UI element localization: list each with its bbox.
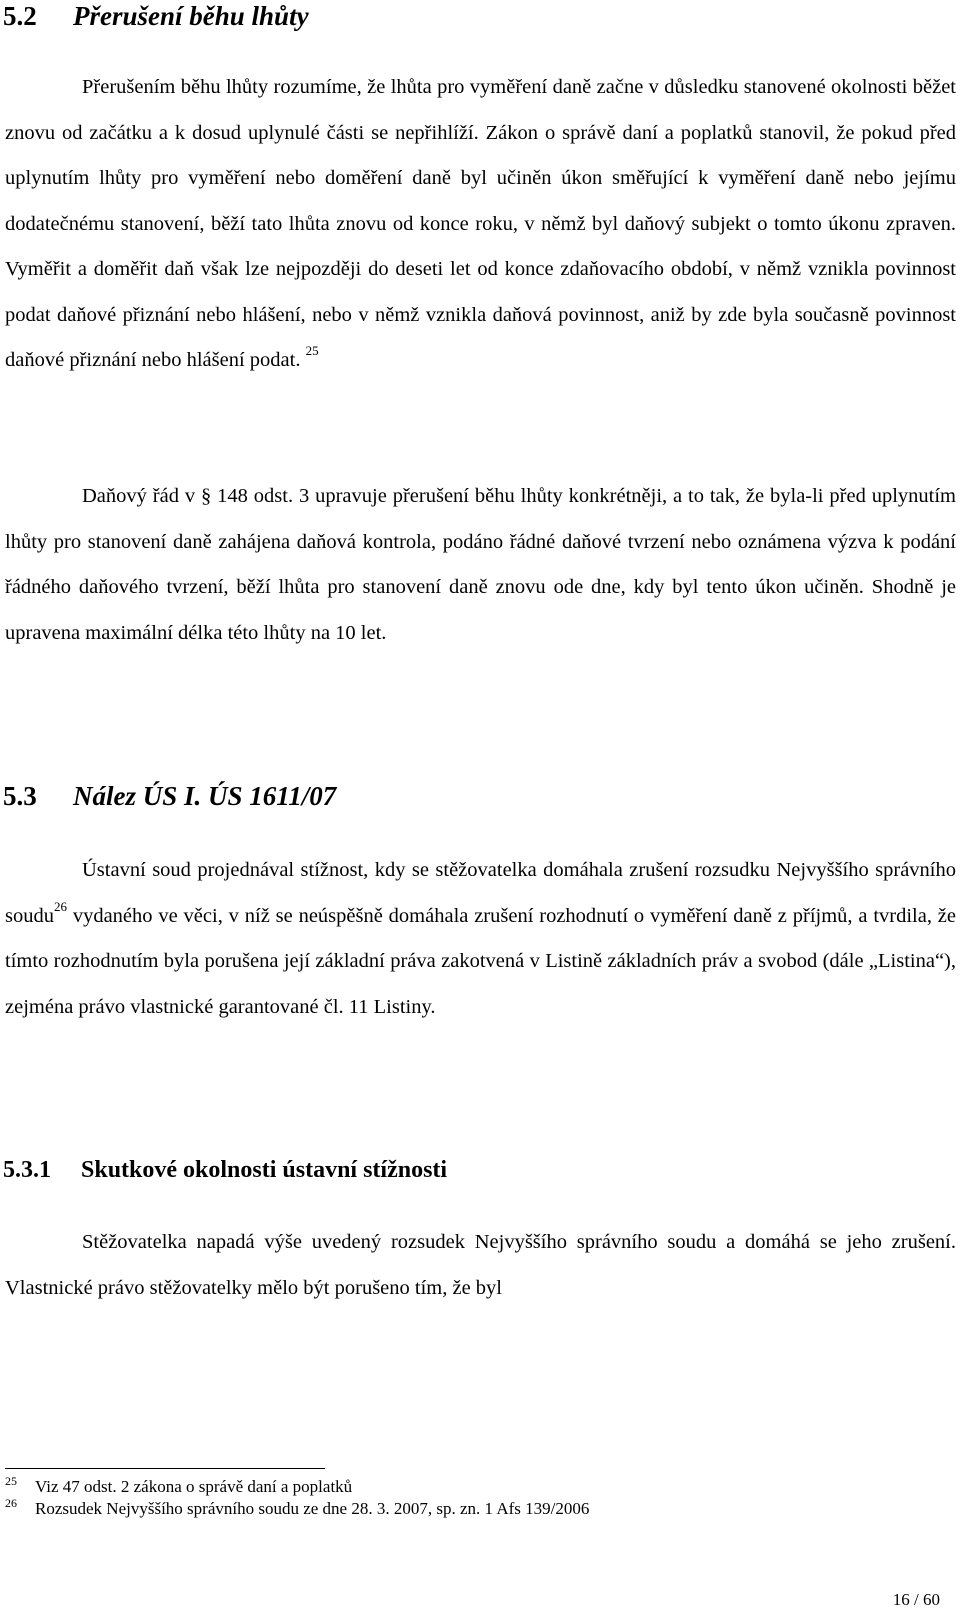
paragraph-text: Přerušením běhu lhůty rozumíme, že lhůta pro vyměření daně začne v důsledku stanovené okolnosti běžet znovu od začátku a k dosud uplynulé části se nepřihlíží. Zákon o správě daní a poplatků stanovil, že pokud před uplynutím lhůty pro vyměření nebo doměření daně byl učiněn úkon směřující k vyměření daně nebo jejímu dodatečnému stanovení, běží tato lhůta znovu od konce roku, v němž byl daňový subjekt o tomto úkonu zpraven. Vyměřit a doměřit daň však lze nejpozději do deseti let od konce zdaňovacího období, v němž vznikla povinnost podat daňové přiznání nebo hlášení, nebo v němž vznikla daňová povinnost, aniž by zde byla současně povinnost daňové přiznání nebo hlášení podat. [5,76,956,371]
section-number: 5.2 [3,1,37,31]
footnote-25: 25 Viz 47 odst. 2 zákona o správě daní a poplatků [5,1474,353,1496]
paragraph-text: Stěžovatelka napadá výše uvedený rozsudek Nejvyššího správního soudu a domáhá se jeho zrušení. Vlastnické právo stěžovatelky mělo být porušeno tím, že byl [5,1231,956,1299]
footnote-26: 26 Rozsudek Nejvyššího správního soudu ze dne 28. 3. 2007, sp. zn. 1 Afs 139/2006 [5,1496,590,1518]
section-number: 5.3 [3,781,37,811]
footnote-text: Viz 47 odst. 2 zákona o správě daní a poplatků [35,1477,353,1496]
page-number: 16 / 60 [892,1590,940,1609]
footnote-reference: 26 [53,898,67,914]
paragraph-text-continued: vydaného ve věci, v níž se neúspěšně domáhala zrušení rozhodnutí o vyměření daně z příjmů, a tvrdila, že tímto rozhodnutím byla porušena její základní práva zakotvená v Listině základních práv a svobod (dále „Listina“), zejména právo vlastnické garantované čl. 11 Listiny. [5,904,956,1018]
paragraph-text: Daňový řád v § 148 odst. 3 upravuje přerušení běhu lhůty konkrétněji, a to tak, že byla-li před uplynutím lhůty pro stanovení daně zahájena daňová kontrola, podáno řádné daňové tvrzení nebo oznámena výzva k podání řádného daňového tvrzení, běží lhůta pro stanovení daně znovu ode dne, kdy byl tento úkon učiněn. Shodně je upravena maximální délka této lhůty na 10 let. [5,485,956,644]
paragraph-tax-code [5,474,956,656]
section-number: 5.3.1 [3,1157,51,1183]
section-heading-5-3-1 [3,1155,447,1185]
footnote-separator [5,1468,325,1469]
paragraph-complaint-facts [5,1220,956,1311]
section-heading-5-2 [3,0,309,32]
section-title: Nález ÚS I. ÚS 1611/07 [73,781,337,811]
paragraph-constitutional-court [5,848,956,1030]
footnote-text: Rozsudek Nejvyššího správního soudu ze dne 28. 3. 2007, sp. zn. 1 Afs 139/2006 [35,1499,590,1518]
footnote-reference: 25 [305,343,319,358]
section-title: Skutkové okolnosti ústavní stížnosti [81,1157,448,1183]
section-heading-5-3 [3,780,336,812]
paragraph-interruption-definition [5,65,956,384]
section-title: Přerušení běhu lhůty [73,1,309,31]
paragraph-text: Ústavní soud projednával stížnost, kdy se stěžovatelka domáhala zrušení rozsudku Nejvyššího správního soudu [5,859,956,927]
